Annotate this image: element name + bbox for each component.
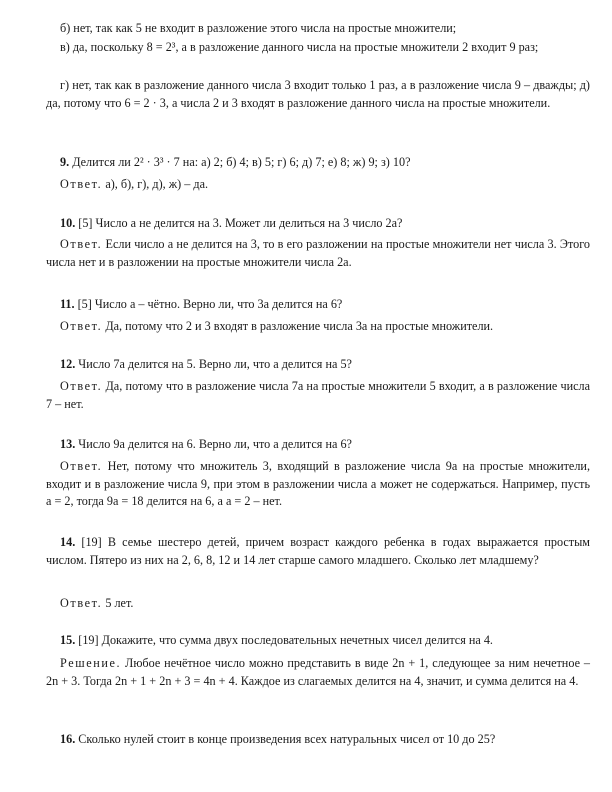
problem-9	[46, 154, 590, 172]
answer-12	[46, 378, 590, 413]
answer-9-text: а), б), г), д), ж) – да.	[105, 177, 209, 191]
problem-11-number: 11.	[60, 297, 75, 311]
answer-14-text: 5 лет.	[105, 596, 134, 610]
answer-10-text: Если число a не делится на 3, то в его разложении на простые множители нет числа 3. Этого числа нет и в разложении на простые множители числа 2a.	[46, 237, 590, 269]
solution-15-text: Любое нечётное число можно представить в виде 2n + 1, следующее за ним нечетное – 2n + 3. Тогда 2n + 1 + 2n + 3 = 4n + 4. Каждое из слагаемых делится на 4, значит, и сумма делится на 4.	[46, 656, 590, 688]
problem-10-text: [5] Число a не делится на 3. Может ли делиться на 3 число 2a?	[78, 216, 403, 230]
answer-12-text: Да, потому что в разложение числа 7a на простые множители 5 входит, а в разложение числа 7 – нет.	[46, 379, 590, 411]
answer-9-label: Ответ.	[60, 177, 103, 191]
problem-10-number: 10.	[60, 216, 76, 230]
problem-15-number: 15.	[60, 633, 76, 647]
problem-9-number: 9.	[60, 155, 70, 169]
answer-10-label: Ответ.	[60, 237, 103, 251]
answer-v-paragraph: в) да, поскольку 8 = 2³, а в разложение данного числа на простые множители 2 входит 9 раз;	[60, 40, 539, 54]
problem-13-number: 13.	[60, 437, 76, 451]
problem-14-text: [19] В семье шестеро детей, причем возраст каждого ребенка в годах выражается простым числом. Пятеро из них на 2, 6, 8, 12 и 14 лет старше самого младшего. Сколько лет младшему?	[46, 535, 590, 567]
answer-11-label: Ответ.	[60, 319, 103, 333]
problem-12-text: Число 7a делится на 5. Верно ли, что a делится на 5?	[78, 357, 352, 371]
answer-13-label: Ответ.	[60, 459, 103, 473]
problem-13-text: Число 9a делится на 6. Верно ли, что a делится на 6?	[78, 437, 352, 451]
answer-11	[46, 318, 590, 336]
problem-9-text: Делится ли 2² · 3³ · 7 на: а) 2; б) 4; в) 5; г) 6; д) 7; е) 8; ж) 9; з) 10?	[72, 155, 411, 169]
problem-15	[46, 632, 590, 650]
problem-16-text: Сколько нулей стоит в конце произведения всех натуральных чисел от 10 до 25?	[78, 732, 496, 746]
problem-16	[46, 731, 590, 749]
problem-10	[46, 215, 590, 233]
problem-13	[46, 436, 590, 454]
answer-14-label: Ответ.	[60, 596, 103, 610]
answer-11-text: Да, потому что 2 и 3 входят в разложение числа 3a на простые множители.	[105, 319, 494, 333]
answer-10	[46, 236, 590, 271]
problem-14	[46, 534, 590, 569]
answer-13	[46, 458, 590, 511]
answer-9	[46, 176, 590, 194]
solution-15	[46, 655, 590, 690]
answer-g-d-paragraph: г) нет, так как в разложение данного числа 3 входит только 1 раз, а в разложение числа 9 – дважды; д) да, потому что 6 = 2 · 3, а числа 2 и 3 входят в разложение данного числа на простые множители.	[46, 78, 590, 110]
problem-12	[46, 356, 590, 374]
solution-15-label: Решение.	[60, 656, 122, 670]
answer-12-label: Ответ.	[60, 379, 103, 393]
problem-12-number: 12.	[60, 357, 76, 371]
problem-16-number: 16.	[60, 732, 76, 746]
answer-b-line: б) нет, так как 5 не входит в разложение этого числа на простые множители;	[60, 21, 457, 35]
problem-15-text: [19] Докажите, что сумма двух последовательных нечетных чисел делится на 4.	[78, 633, 493, 647]
answer-14	[46, 595, 590, 613]
problem-14-number: 14.	[60, 535, 76, 549]
problem-11	[46, 296, 590, 314]
problem-11-text: [5] Число a – чётно. Верно ли, что 3a делится на 6?	[77, 297, 343, 311]
answer-13-text: Нет, потому что множитель 3, входящий в разложение числа 9a на простые множители, входит и в разложение числа 9, при этом в разложении числа a может не содержаться. Например, пусть a = 2, тогда 9a = 18 делится на 6, а a = 2 – нет.	[46, 459, 590, 508]
